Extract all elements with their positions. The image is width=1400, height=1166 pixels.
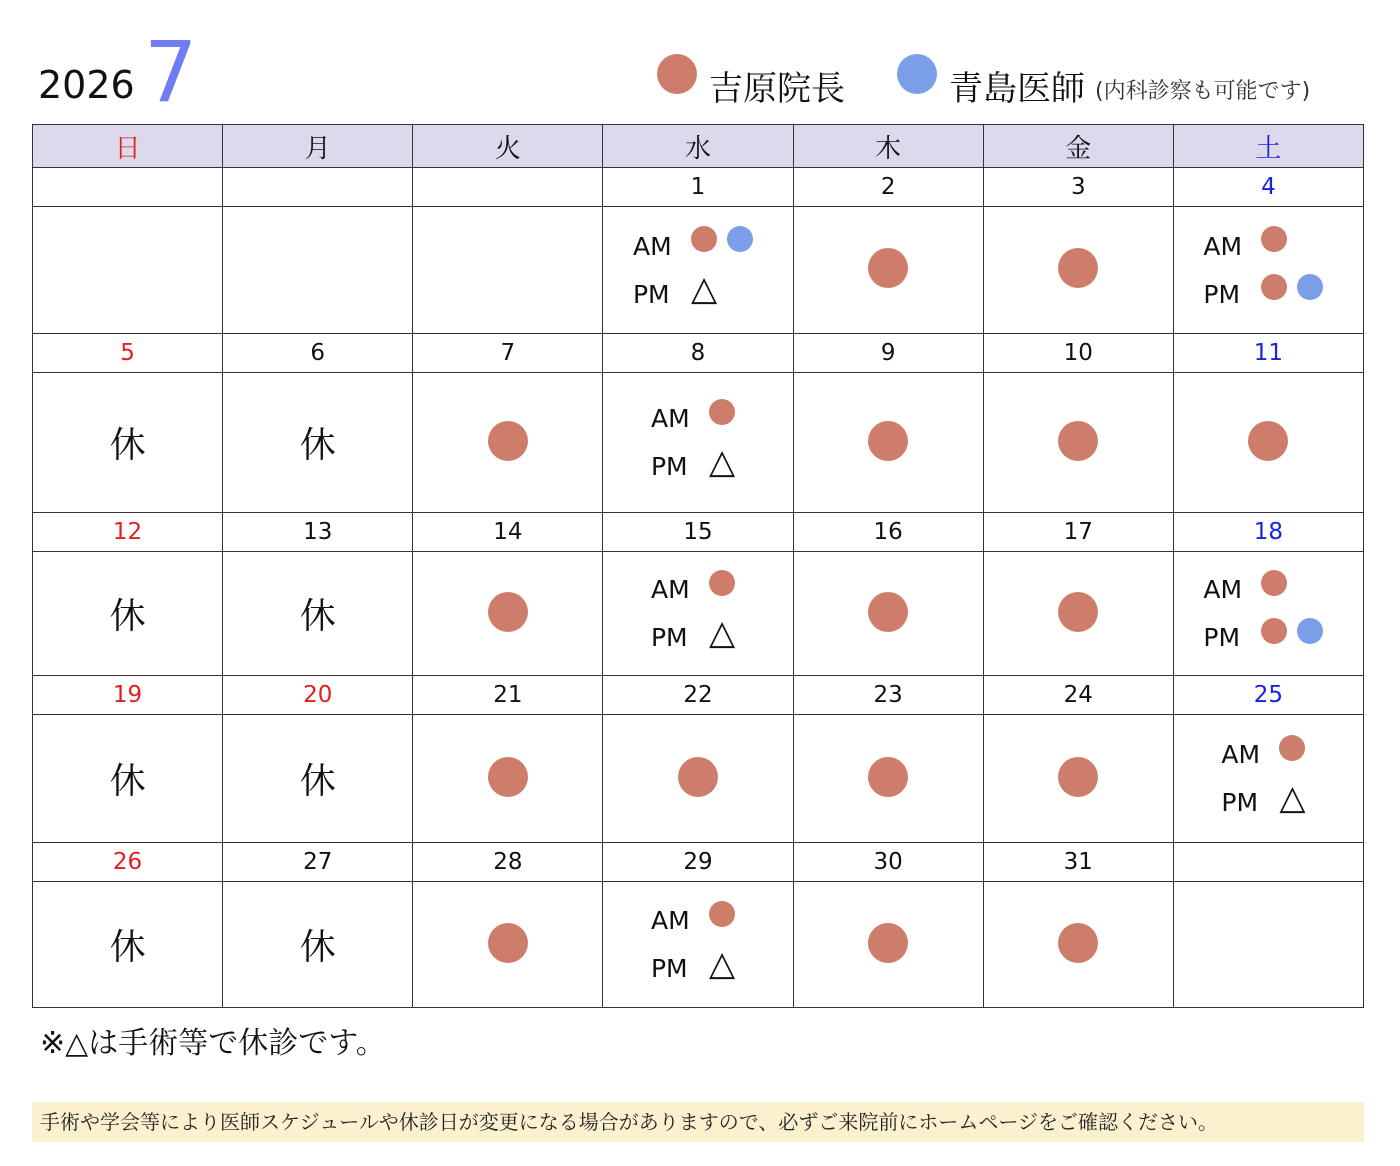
footnote: ※△は手術等で休診です。 [40, 1026, 386, 1061]
schedule-cell [983, 207, 1173, 334]
am-line [651, 395, 745, 443]
am-line [1221, 731, 1315, 779]
date-cell: 4 [1173, 168, 1363, 207]
calendar-month: 7 [144, 23, 198, 121]
date-cell: 2 [793, 168, 983, 207]
schedule-cell [1173, 882, 1363, 1008]
pm-line [1203, 614, 1333, 662]
legend-note: (内科診察も可能です) [1095, 78, 1311, 104]
date-cell: 21 [413, 676, 603, 715]
closed-label: 休 [109, 596, 146, 637]
closed-label: 休 [299, 761, 336, 802]
yoshihara-dot-icon [709, 570, 735, 596]
schedule-cell [1173, 715, 1363, 843]
date-cell [33, 168, 223, 207]
schedule-cell [793, 715, 983, 843]
date-cell: 1 [603, 168, 793, 207]
yoshihara-dot-icon [868, 421, 908, 461]
schedule-cell [603, 207, 793, 334]
am-label: AM [1203, 231, 1243, 261]
weekday-header: 水 [603, 125, 793, 168]
date-cell: 31 [983, 843, 1173, 882]
schedule-cell [983, 552, 1173, 676]
schedule-cell [33, 552, 223, 676]
am-line [651, 897, 745, 945]
legend-name: 吉原院長 [709, 68, 845, 109]
aoshima-dot-icon [897, 54, 937, 94]
am-label: AM [632, 231, 672, 261]
date-cell: 8 [603, 334, 793, 373]
weekday-header-row [33, 125, 1364, 168]
pm-label: PM [650, 452, 688, 481]
aoshima-dot-icon [727, 226, 753, 252]
yoshihara-dot-icon [1248, 421, 1288, 461]
yoshihara-dot-icon [1058, 248, 1098, 288]
schedule-cell [413, 882, 603, 1008]
closed-label: 休 [299, 425, 336, 466]
am-label: AM [650, 906, 690, 935]
date-cell: 23 [793, 676, 983, 715]
yoshihara-dot-icon [1058, 421, 1098, 461]
weekday-header: 土 [1173, 125, 1363, 168]
date-cell: 14 [413, 513, 603, 552]
date-cell: 5 [33, 334, 223, 373]
schedule-cell [983, 715, 1173, 843]
aoshima-dot-icon [1297, 618, 1323, 644]
schedule-cell [223, 207, 413, 334]
calendar-table [32, 124, 1364, 1008]
am-pm-block [1203, 222, 1333, 318]
pm-label: PM [1203, 623, 1241, 652]
weekday-header: 火 [413, 125, 603, 168]
date-cell: 19 [33, 676, 223, 715]
schedule-cell [223, 373, 413, 513]
weekday-header: 金 [983, 125, 1173, 168]
schedule-cell [793, 882, 983, 1008]
notice-banner: 手術や学会等により医師スケジュールや休診日が変更になる場合がありますので、必ずご来院前にホームページをご確認ください。 [32, 1102, 1364, 1142]
pm-line [651, 945, 745, 993]
pm-label: PM [650, 954, 688, 983]
am-label: AM [650, 575, 690, 604]
schedule-cell [1173, 552, 1363, 676]
weekday-header: 木 [793, 125, 983, 168]
schedule-cell [1173, 373, 1363, 513]
yoshihara-dot-icon [868, 248, 908, 288]
date-cell: 6 [223, 334, 413, 373]
am-pm-block [1221, 731, 1315, 827]
date-cell: 27 [223, 843, 413, 882]
date-cell: 15 [603, 513, 793, 552]
closed-label: 休 [109, 761, 146, 802]
schedule-row [33, 552, 1364, 676]
yoshihara-dot-icon [488, 421, 528, 461]
am-pm-block [651, 566, 745, 662]
schedule-cell [33, 882, 223, 1008]
schedule-cell [603, 882, 793, 1008]
date-cell [1173, 843, 1363, 882]
schedule-cell [983, 882, 1173, 1008]
date-cell: 26 [33, 843, 223, 882]
date-cell: 18 [1173, 513, 1363, 552]
schedule-cell [33, 373, 223, 513]
date-cell: 29 [603, 843, 793, 882]
triangle-icon: △ [708, 612, 736, 653]
legend-name: 青島医師 [949, 68, 1085, 109]
date-cell: 9 [793, 334, 983, 373]
yoshihara-dot-icon [1261, 618, 1287, 644]
schedule-row [33, 207, 1364, 334]
yoshihara-dot-icon [868, 757, 908, 797]
date-cell: 10 [983, 334, 1173, 373]
pm-line [651, 443, 745, 491]
yoshihara-dot-icon [1279, 735, 1305, 761]
triangle-icon: △ [1279, 777, 1306, 818]
yoshihara-dot-icon [1261, 274, 1287, 300]
am-pm-block [651, 395, 745, 491]
yoshihara-dot-icon [1058, 923, 1098, 963]
pm-label: PM [1221, 788, 1259, 817]
date-cell [413, 168, 603, 207]
triangle-icon: △ [708, 943, 736, 984]
yoshihara-dot-icon [657, 54, 697, 94]
calendar-year: 2026 [38, 63, 135, 107]
closed-label: 休 [299, 596, 336, 637]
schedule-cell [793, 207, 983, 334]
am-line [651, 566, 745, 614]
date-cell [223, 168, 413, 207]
date-cell: 28 [413, 843, 603, 882]
schedule-cell [793, 373, 983, 513]
schedule-cell [413, 373, 603, 513]
pm-line [1221, 779, 1315, 827]
am-label: AM [1203, 575, 1243, 604]
date-cell: 3 [983, 168, 1173, 207]
date-cell: 17 [983, 513, 1173, 552]
legend-item-yoshihara [657, 60, 845, 110]
date-cell: 30 [793, 843, 983, 882]
triangle-icon: △ [708, 441, 736, 482]
date-cell: 25 [1173, 676, 1363, 715]
pm-label: PM [632, 279, 670, 309]
pm-line [651, 614, 745, 662]
date-row [33, 676, 1364, 715]
date-row [33, 513, 1364, 552]
yoshihara-dot-icon [678, 757, 718, 797]
am-label: AM [1221, 740, 1261, 769]
closed-label: 休 [109, 927, 146, 968]
closed-label: 休 [109, 425, 146, 466]
schedule-cell [223, 715, 413, 843]
schedule-cell [413, 207, 603, 334]
date-cell: 7 [413, 334, 603, 373]
schedule-cell [33, 207, 223, 334]
yoshihara-dot-icon [709, 901, 735, 927]
schedule-cell [603, 552, 793, 676]
schedule-cell [223, 882, 413, 1008]
yoshihara-dot-icon [1261, 226, 1287, 252]
am-pm-block [633, 222, 763, 318]
yoshihara-dot-icon [868, 923, 908, 963]
schedule-cell [1173, 207, 1363, 334]
weekday-header: 日 [33, 125, 223, 168]
pm-label: PM [1203, 279, 1241, 309]
yoshihara-dot-icon [488, 923, 528, 963]
yoshihara-dot-icon [1261, 570, 1287, 596]
am-pm-block [1203, 566, 1333, 662]
yoshihara-dot-icon [1058, 592, 1098, 632]
date-cell: 11 [1173, 334, 1363, 373]
date-cell: 13 [223, 513, 413, 552]
schedule-row [33, 882, 1364, 1008]
yoshihara-dot-icon [488, 757, 528, 797]
weekday-header: 月 [223, 125, 413, 168]
schedule-row [33, 715, 1364, 843]
pm-line [633, 270, 763, 318]
am-pm-block [651, 897, 745, 993]
aoshima-dot-icon [1297, 274, 1323, 300]
am-line [633, 222, 763, 270]
date-cell: 16 [793, 513, 983, 552]
schedule-row [33, 373, 1364, 513]
am-label: AM [650, 404, 690, 433]
schedule-cell [223, 552, 413, 676]
date-cell: 12 [33, 513, 223, 552]
yoshihara-dot-icon [868, 592, 908, 632]
date-row [33, 843, 1364, 882]
am-line [1203, 566, 1333, 614]
yoshihara-dot-icon [691, 226, 717, 252]
am-line [1203, 222, 1333, 270]
date-row [33, 334, 1364, 373]
yoshihara-dot-icon [1058, 757, 1098, 797]
date-cell: 20 [223, 676, 413, 715]
yoshihara-dot-icon [488, 592, 528, 632]
schedule-cell [603, 373, 793, 513]
schedule-cell [413, 715, 603, 843]
triangle-icon: △ [690, 269, 718, 309]
schedule-cell [793, 552, 983, 676]
closed-label: 休 [299, 927, 336, 968]
date-cell: 22 [603, 676, 793, 715]
date-row [33, 168, 1364, 207]
legend-item-aoshima [897, 60, 1310, 110]
yoshihara-dot-icon [709, 399, 735, 425]
schedule-cell [413, 552, 603, 676]
schedule-cell [983, 373, 1173, 513]
schedule-cell [603, 715, 793, 843]
date-cell: 24 [983, 676, 1173, 715]
pm-line [1203, 270, 1333, 318]
pm-label: PM [650, 623, 688, 652]
schedule-cell [33, 715, 223, 843]
